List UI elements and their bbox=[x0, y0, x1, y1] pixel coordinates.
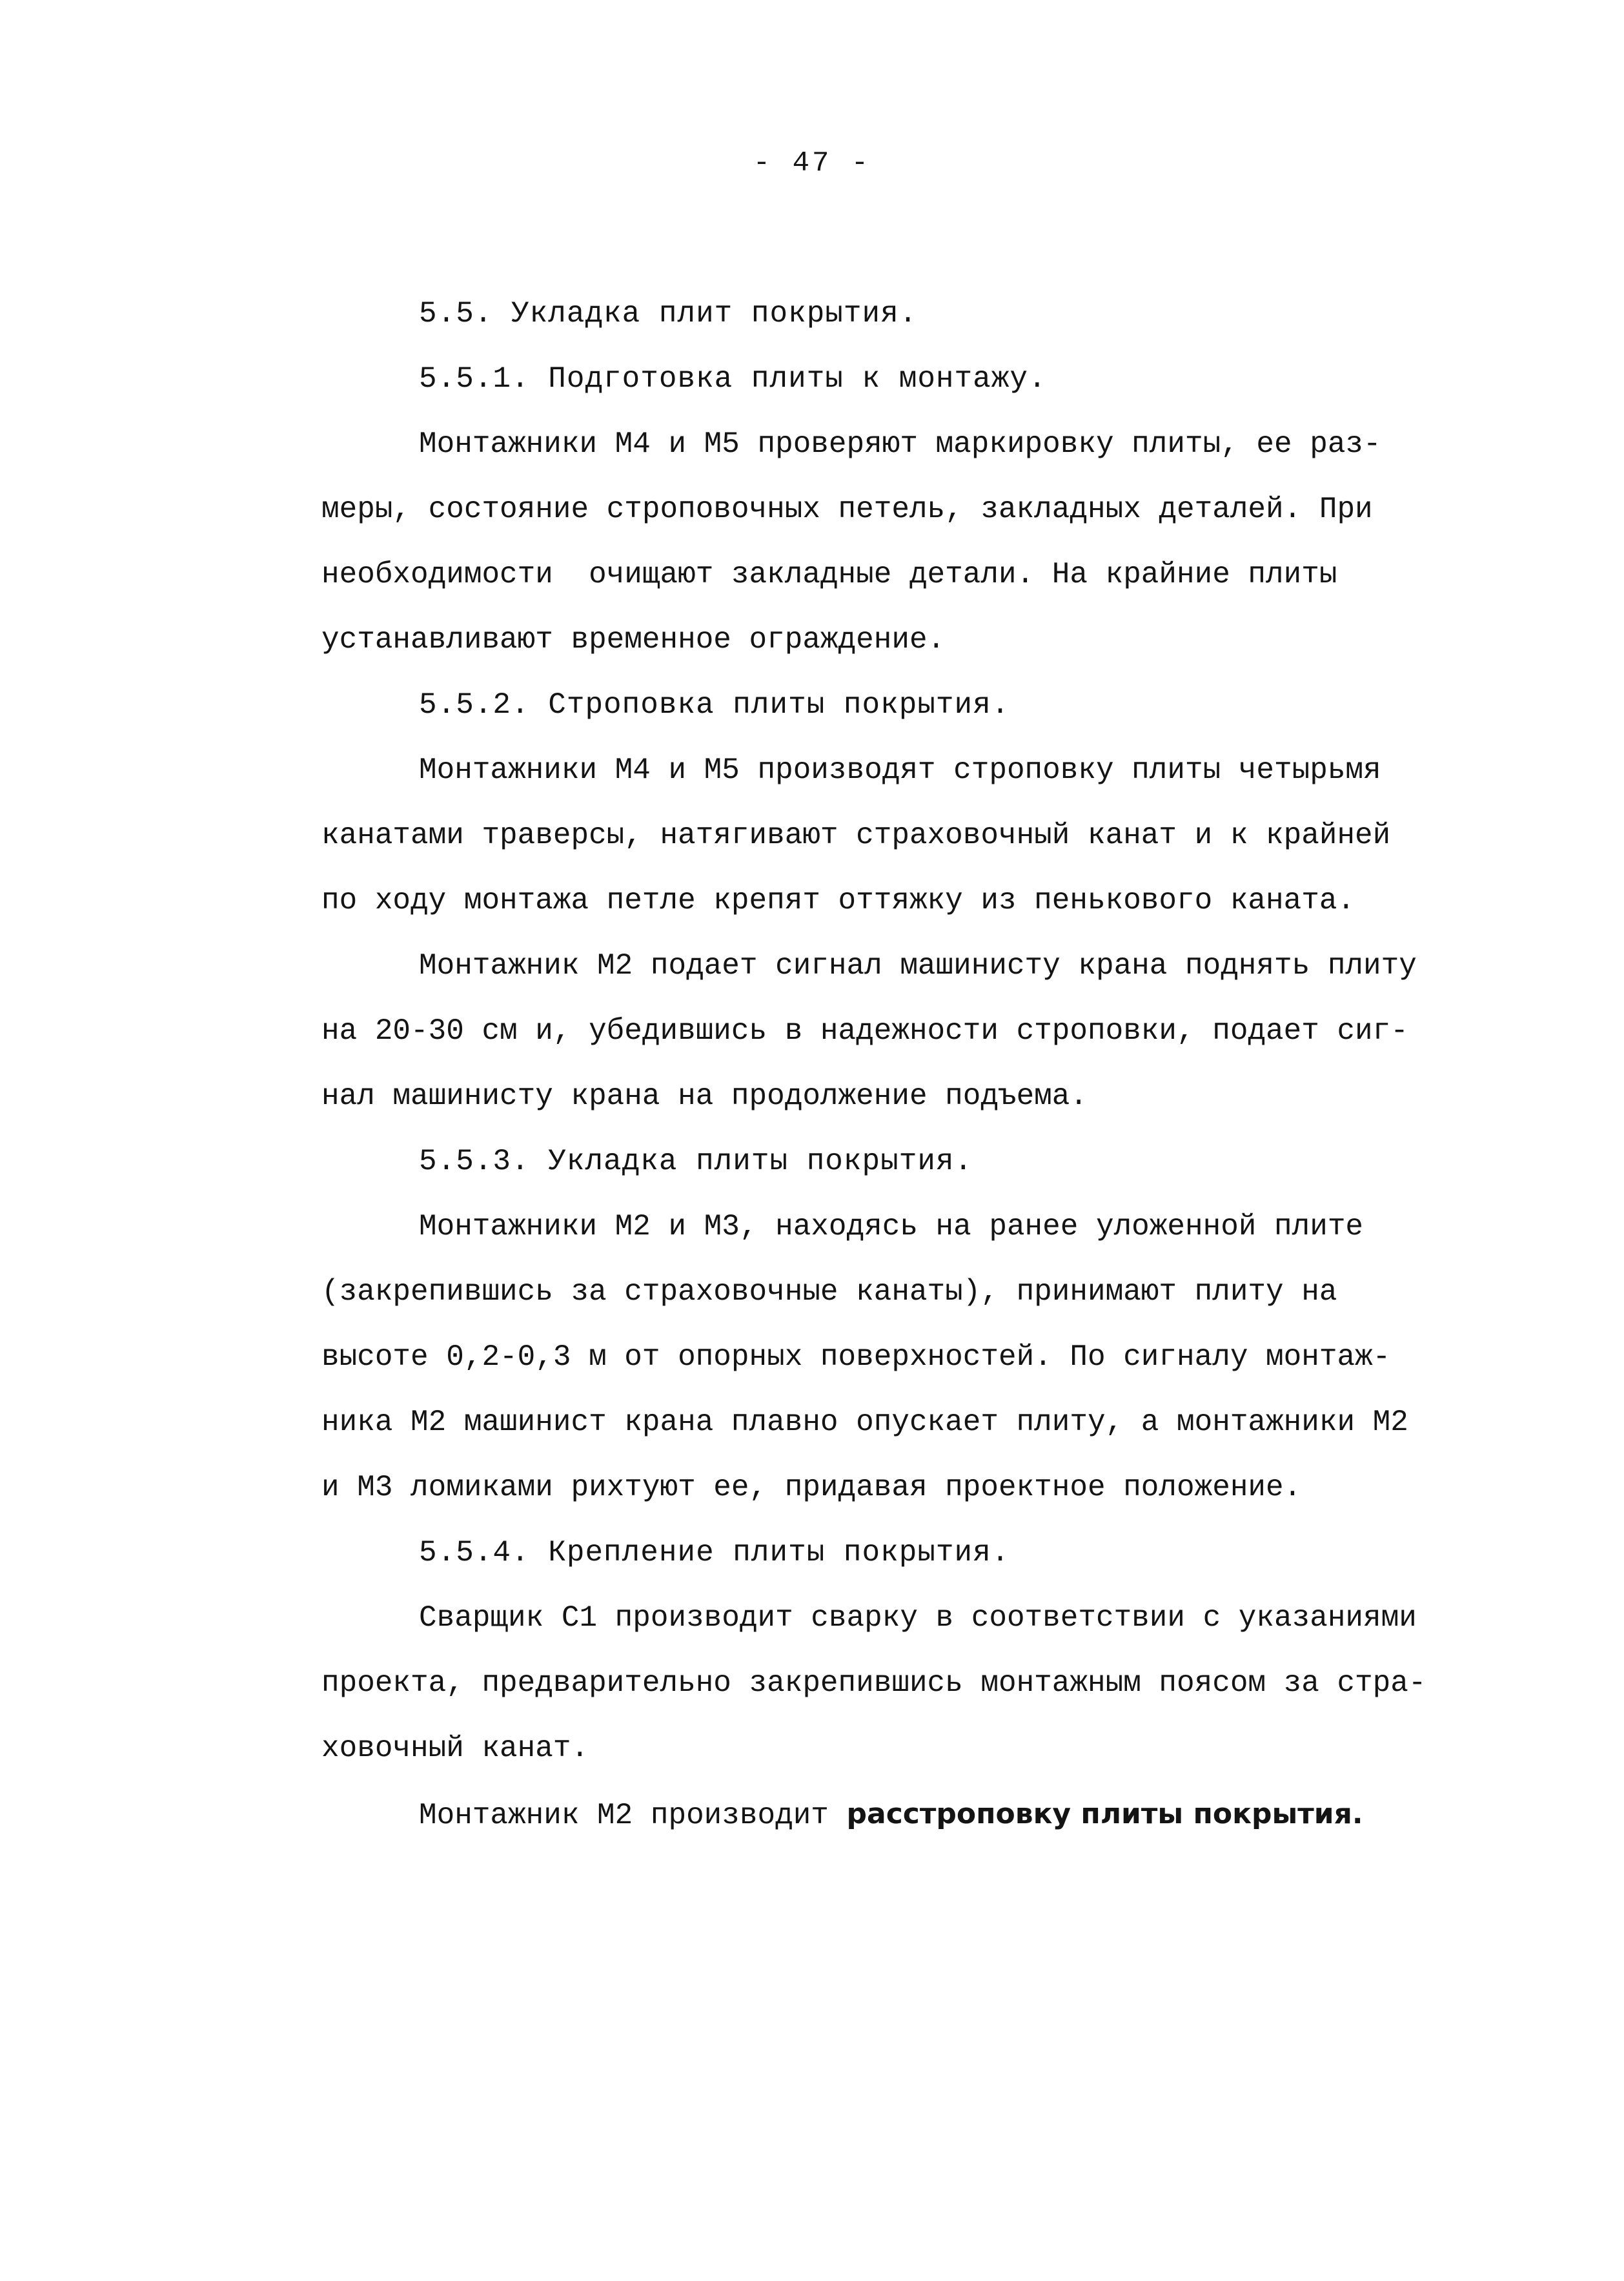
paragraph-line: Монтажники М4 и М5 производят строповку плиты четырьмя bbox=[419, 753, 1381, 787]
section-heading-5-5-2: 5.5.2. Строповка плиты покрытия. bbox=[419, 688, 1010, 722]
paragraph-line: необходимости очищают закладные детали. На крайние плиты bbox=[321, 558, 1337, 591]
paragraph-line: Монтажники М4 и М5 проверяют маркировку плиты, ее раз- bbox=[419, 427, 1381, 461]
paragraph-line: и М3 ломиками рихтуют ее, придавая проектное положение. bbox=[321, 1471, 1302, 1504]
paragraph-line: на 20-30 см и, убедившись в надежности строповки, подает сиг- bbox=[321, 1014, 1408, 1048]
section-heading-5-5-4: 5.5.4. Крепление плиты покрытия. bbox=[419, 1536, 1010, 1570]
paragraph-line: по ходу монтажа петле крепят оттяжку из пенькового каната. bbox=[321, 884, 1355, 917]
section-heading-5-5-1: 5.5.1. Подготовка плиты к монтажу. bbox=[419, 362, 1047, 396]
paragraph-line: устанавливают временное ограждение. bbox=[321, 623, 946, 657]
paragraph-line: высоте 0,2-0,3 м от опорных поверхностей. По сигналу монтаж- bbox=[321, 1340, 1391, 1374]
paragraph-line: меры, состояние строповочных петель, закладных деталей. При bbox=[321, 493, 1373, 526]
paragraph-line: нал машинисту крана на продолжение подъема. bbox=[321, 1079, 1088, 1113]
document-body bbox=[321, 281, 1535, 1848]
paragraph-line: Сварщик С1 производит сварку в соответствии с указаниями bbox=[419, 1601, 1417, 1635]
section-heading-5-5-3: 5.5.3. Укладка плиты покрытия. bbox=[419, 1145, 973, 1178]
final-line-bold-text: расстроповку плиты покрытия. bbox=[846, 1797, 1363, 1830]
section-heading-5-5: 5.5. Укладка плит покрытия. bbox=[419, 297, 918, 331]
paragraph-line: ховочный канат. bbox=[321, 1732, 589, 1765]
paragraph-line: Монтажники М2 и М3, находясь на ранее уложенной плите bbox=[419, 1210, 1364, 1243]
paragraph-line: проекта, предварительно закрепившись монтажным поясом за стра- bbox=[321, 1666, 1426, 1700]
paragraph-line: (закрепившись за страховочные канаты), принимают плиту на bbox=[321, 1275, 1337, 1309]
paragraph-line: ника М2 машинист крана плавно опускает плиту, а монтажники М2 bbox=[321, 1406, 1408, 1439]
final-line-text: Монтажник М2 производит bbox=[419, 1799, 847, 1832]
paragraph-line: Монтажник М2 подает сигнал машинисту крана поднять плиту bbox=[419, 949, 1417, 983]
paragraph-line: канатами траверсы, натягивают страховочный канат и к крайней bbox=[321, 819, 1391, 852]
page-number: - 47 - bbox=[753, 147, 871, 179]
paragraph-line-final bbox=[321, 1781, 1535, 1848]
